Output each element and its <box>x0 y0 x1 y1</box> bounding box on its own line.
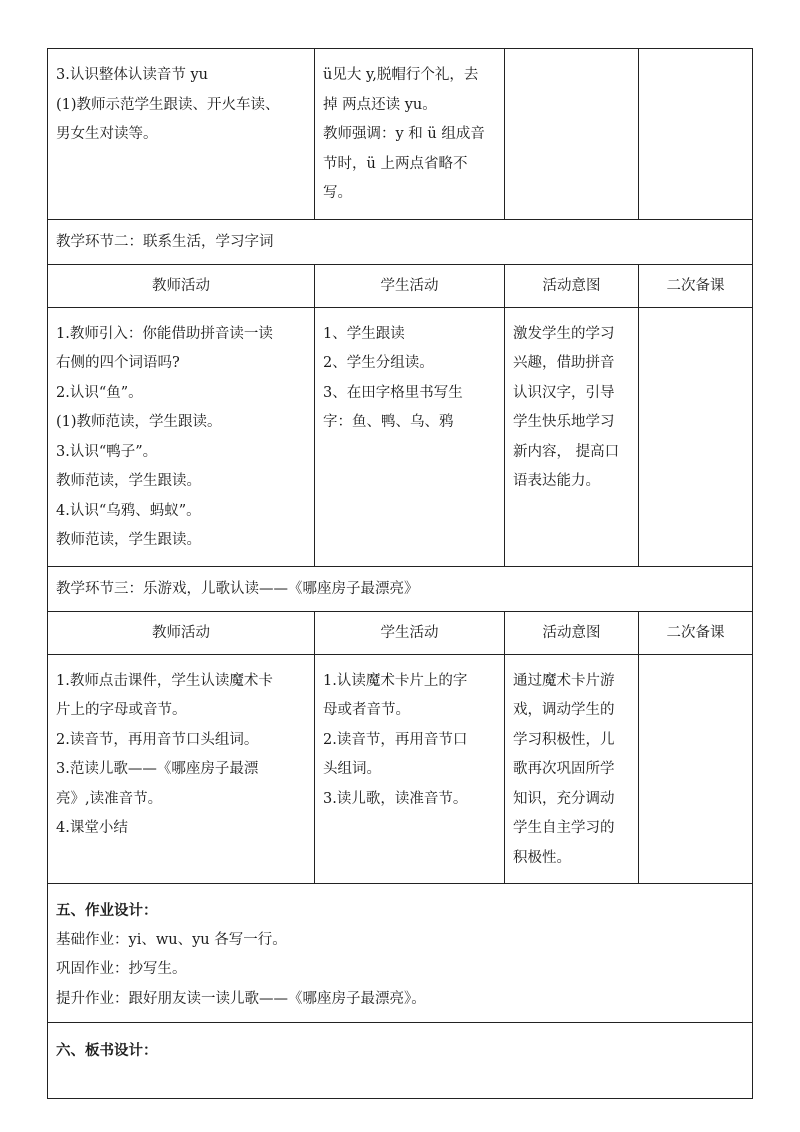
header-teacher: 教师活动 <box>152 277 210 294</box>
text-line: 节时，ü 上两点省略不 <box>323 155 468 172</box>
text-line: 巩固作业：抄写生。 <box>56 961 187 977</box>
teacher-activity-cell <box>48 307 315 566</box>
teacher-activity-text <box>48 655 314 854</box>
text-line: 片上的字母或音节。 <box>56 702 187 718</box>
text-line: 右侧的四个词语吗? <box>56 355 180 371</box>
student-activity-text <box>315 49 504 219</box>
text-line: 通过魔术卡片游 <box>513 672 615 689</box>
text-line: 写。 <box>323 185 352 201</box>
text-line: 教师强调：y 和 ü 组成音 <box>323 126 485 142</box>
student-activity-cell <box>315 654 505 884</box>
text-line: 提升作业：跟好朋友读一读儿歌——《哪座房子最漂亮》。 <box>56 990 426 1007</box>
notes-cell <box>639 307 753 566</box>
header-student: 学生活动 <box>380 277 439 294</box>
intent-text <box>505 308 638 507</box>
student-activity-text <box>315 308 504 448</box>
text-line: ü见大 y,脱帽行个礼，去 <box>323 67 479 83</box>
student-activity-cell <box>315 49 505 220</box>
intent-cell <box>505 654 639 884</box>
text-line: 激发学生的学习 <box>513 325 615 342</box>
text-line: 2、学生分组读。 <box>323 355 434 371</box>
text-line: 亮》,读准音节。 <box>56 790 163 807</box>
text-line: (1)教师范读，学生跟读。 <box>56 414 222 430</box>
intent-cell <box>505 307 639 566</box>
text-line: 1.认读魔术卡片上的字 <box>323 672 468 689</box>
section-three-title: 教学环节三：乐游戏，儿歌认读——《哪座房子最漂亮》 <box>56 580 419 597</box>
text-line: 新内容， 提高口 <box>513 443 620 460</box>
section-two-title: 教学环节二：联系生活，学习字词 <box>56 233 274 250</box>
section-three-row <box>48 566 753 611</box>
section-two-title-cell <box>48 219 753 264</box>
text-line: 头组词。 <box>323 761 381 777</box>
board-design-row <box>48 1023 753 1099</box>
text-line: 3.认识整体认读音节 yu <box>56 67 208 83</box>
header-notes: 二次备课 <box>666 277 725 294</box>
header-intent-cell <box>505 611 639 654</box>
text-line: 2.读音节，再用音节口头组词。 <box>56 731 259 748</box>
row-section-two-content <box>48 307 753 566</box>
intent-text <box>505 655 638 884</box>
row-whole-syllable <box>48 49 753 220</box>
student-activity-text <box>315 655 504 825</box>
teacher-activity-text <box>48 308 314 566</box>
header-notes-cell <box>639 611 753 654</box>
lesson-plan-table <box>47 48 753 1099</box>
text-line: 基础作业：yi、wu、yu 各写一行。 <box>56 931 287 948</box>
student-activity-cell <box>315 307 505 566</box>
text-line: (1)教师示范学生跟读、开火车读、 <box>56 96 280 113</box>
header-student-cell <box>315 611 505 654</box>
text-line: 掉 两点还读 yu。 <box>323 96 437 113</box>
text-line: 3.读儿歌，读准音节。 <box>323 790 468 807</box>
notes-cell <box>639 49 753 220</box>
text-line: 4.认识“乌鸦、蚂蚁”。 <box>56 502 201 519</box>
notes-cell <box>639 654 753 884</box>
homework-title: 五、作业设计： <box>56 902 158 919</box>
text-line: 2.读音节，再用音节口 <box>323 731 468 748</box>
header-intent: 活动意图 <box>542 277 601 294</box>
header-notes-cell <box>639 264 753 307</box>
teacher-activity-text <box>48 49 314 160</box>
header-intent: 活动意图 <box>542 624 601 641</box>
header-row-section-two <box>48 264 753 307</box>
text-line: 语表达能力。 <box>513 473 600 489</box>
header-row-section-three <box>48 611 753 654</box>
text-line: 知识，充分调动 <box>513 790 615 807</box>
header-intent-cell <box>505 264 639 307</box>
text-line: 戏，调动学生的 <box>513 702 615 718</box>
text-line: 教师范读，学生跟读。 <box>56 473 201 489</box>
text-line: 学生快乐地学习 <box>513 414 615 430</box>
homework-row <box>48 884 753 1023</box>
text-line: 歌再次巩固所学 <box>513 761 615 777</box>
text-line: 积极性。 <box>513 849 571 866</box>
teacher-activity-cell <box>48 49 315 220</box>
board-design-title: 六、板书设计： <box>56 1042 158 1059</box>
text-line: 3.认识“鸭子”。 <box>56 443 158 460</box>
text-line: 男女生对读等。 <box>56 126 158 142</box>
intent-cell <box>505 49 639 220</box>
text-line: 学习积极性，儿 <box>513 731 615 748</box>
section-two-row <box>48 219 753 264</box>
header-student: 学生活动 <box>380 624 439 641</box>
board-design-cell <box>48 1023 753 1099</box>
text-line: 3.范读儿歌——《哪座房子最漂 <box>56 761 259 777</box>
text-line: 4.课堂小结 <box>56 820 128 836</box>
text-line: 兴趣，借助拼音 <box>513 355 615 371</box>
header-notes: 二次备课 <box>666 624 725 641</box>
header-teacher-cell <box>48 611 315 654</box>
text-line: 认识汉字，引导 <box>513 384 615 401</box>
section-three-title-cell <box>48 566 753 611</box>
text-line: 学生自主学习的 <box>513 820 615 836</box>
text-line: 母或者音节。 <box>323 702 410 718</box>
text-line: 1、学生跟读 <box>323 325 405 342</box>
homework-lines <box>56 926 744 1015</box>
teacher-activity-cell <box>48 654 315 884</box>
lesson-plan-sheet <box>47 48 752 1099</box>
text-line: 1.教师引入：你能借助拼音读一读 <box>56 325 273 342</box>
text-line: 3、在田字格里书写生 <box>323 384 463 401</box>
homework-cell <box>48 884 753 1023</box>
text-line: 字：鱼、鸭、乌、鸦 <box>323 414 454 430</box>
text-line: 教师范读，学生跟读。 <box>56 532 201 548</box>
text-line: 2.认识“鱼”。 <box>56 384 143 401</box>
row-section-three-content <box>48 654 753 884</box>
header-teacher: 教师活动 <box>152 624 210 641</box>
header-student-cell <box>315 264 505 307</box>
text-line: 1.教师点击课件，学生认读魔术卡 <box>56 672 273 689</box>
header-teacher-cell <box>48 264 315 307</box>
